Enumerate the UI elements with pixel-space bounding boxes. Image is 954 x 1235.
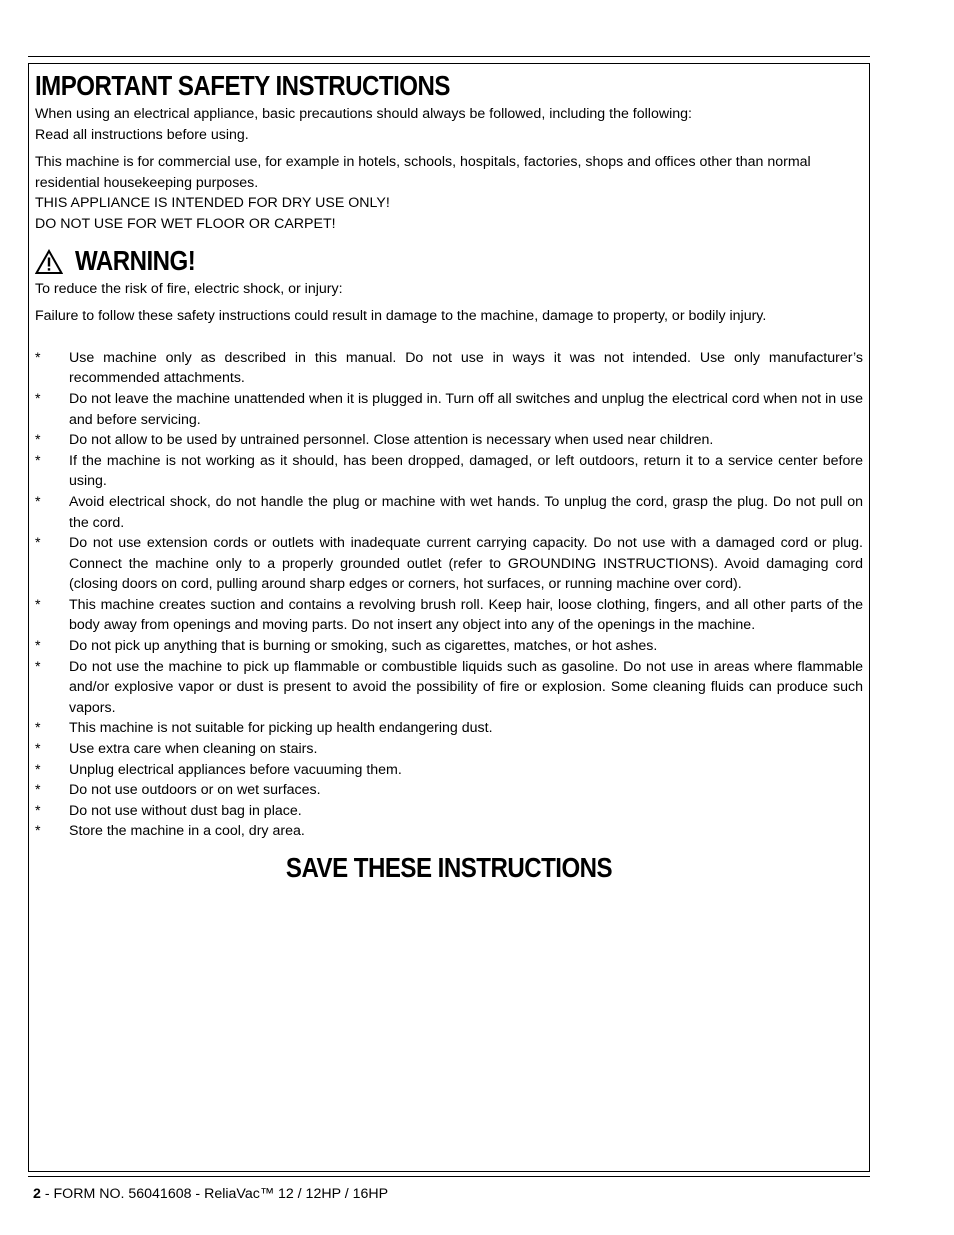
safety-rule-text: Store the machine in a cool, dry area. — [69, 823, 305, 840]
safety-rule-text: This machine is not suitable for picking up health endangering dust. — [69, 720, 493, 737]
bullet-asterisk: * — [35, 823, 41, 840]
spacer — [35, 327, 863, 341]
safety-rule-text: Do not allow to be used by untrained personnel. Close attention is necessary when used near children. — [69, 432, 714, 449]
bullet-asterisk: * — [35, 452, 41, 469]
dry-use-text: THIS APPLIANCE IS INTENDED FOR DRY USE ONLY! — [35, 195, 390, 212]
safety-rule-text: Do not leave the machine unattended when it is plugged in. Turn off all switches and unplug the electrical cord when not in use and before servicing. — [69, 390, 863, 428]
safety-rule-text: Unplug electrical appliances before vacuuming them. — [69, 761, 402, 778]
safety-rule-item — [35, 533, 863, 595]
intro-line-1: When using an electrical appliance, basic precautions should always be followed, including the following: — [35, 106, 692, 122]
spacer — [35, 145, 863, 152]
safety-rule-text: If the machine is not working as it should, has been dropped, damaged, or left outdoors, return it to a service center before using. — [69, 452, 863, 490]
safety-rule-item — [35, 657, 863, 719]
warning-line-2: Failure to follow these safety instructions could result in damage to the machine, damage to property, or bodily injury. — [35, 308, 767, 325]
page-title: IMPORTANT SAFETY INSTRUCTIONS — [35, 70, 450, 101]
safety-rule-item — [35, 821, 863, 842]
safety-content — [35, 68, 863, 886]
intro-line-2: Read all instructions before using. — [35, 126, 249, 143]
page-number: 2 — [33, 1186, 41, 1202]
safety-rule-list — [35, 348, 863, 842]
safety-rule-item — [35, 430, 863, 451]
footer-text: - FORM NO. 56041608 - ReliaVac™ 12 / 12HP / 16HP — [40, 1186, 389, 1202]
bullet-asterisk: * — [35, 638, 41, 655]
commercial-use-text: This machine is for commercial use, for example in hotels, schools, hospitals, factories, shops and offices other than normal residential housekeeping purposes. — [35, 154, 811, 191]
safety-rule-item — [35, 451, 863, 492]
safety-rule-text: Do not use the machine to pick up flammable or combustible liquids such as gasoline. Do not use in areas where flammable and/or explosive vapor or dust is present to avoid the possibility of fire or explosion. Some cleaning fluids can produce such vapors. — [69, 658, 863, 716]
bullet-asterisk: * — [35, 390, 41, 407]
bullet-asterisk: * — [35, 349, 41, 366]
safety-rule-item — [35, 348, 863, 389]
safety-rule-item — [35, 636, 863, 657]
page-footer — [33, 1186, 388, 1202]
safety-rule-item — [35, 595, 863, 636]
bullet-asterisk: * — [35, 493, 41, 510]
safety-rule-text: Do not use extension cords or outlets with inadequate current carrying capacity. Do not use with a damaged cord or plug. Connect the machine only to a properly grounded outlet (refer to GROUNDING INSTRUCTIONS). Avoid damaging cord (closing doors on cord, pulling around sharp edges or corners, hot surfaces, or running machine over cord). — [69, 535, 863, 593]
bullet-asterisk: * — [35, 782, 41, 799]
bullet-asterisk: * — [35, 741, 41, 758]
bottom-rule — [28, 1176, 870, 1177]
safety-rule-item — [35, 389, 863, 430]
warning-heading — [35, 245, 863, 279]
safety-rule-item — [35, 801, 863, 822]
safety-rule-text: Do not use outdoors or on wet surfaces. — [69, 782, 321, 799]
bullet-asterisk: * — [35, 596, 41, 613]
safety-rule-item — [35, 780, 863, 801]
safety-rule-item — [35, 718, 863, 739]
no-wet-text: DO NOT USE FOR WET FLOOR OR CARPET! — [35, 215, 336, 232]
safety-rule-text: Do not use without dust bag in place. — [69, 802, 302, 819]
safety-rule-text: Do not pick up anything that is burning or smoking, such as cigarettes, matches, or hot ashes. — [69, 638, 658, 655]
safety-rule-text: Use machine only as described in this manual. Do not use in ways it was not intended. Use only manufacturer’s recommended attachments. — [69, 349, 863, 387]
safety-rule-item — [35, 760, 863, 781]
spacer — [35, 299, 863, 306]
safety-rule-text: Use extra care when cleaning on stairs. — [69, 741, 318, 758]
bullet-asterisk: * — [35, 432, 41, 449]
top-rule — [28, 56, 870, 57]
warning-line-1: To reduce the risk of fire, electric shock, or injury: — [35, 280, 343, 297]
bullet-asterisk: * — [35, 535, 41, 552]
save-instructions-title: SAVE THESE INSTRUCTIONS — [285, 852, 613, 883]
warning-title: WARNING! — [75, 245, 196, 277]
warning-triangle-icon — [35, 249, 63, 275]
safety-rule-item — [35, 492, 863, 533]
safety-rule-text: This machine creates suction and contains a revolving brush roll. Keep hair, loose clothing, fingers, and all other parts of the body away from openings and moving parts. Do not insert any object into any of the openings in the machine. — [69, 596, 863, 634]
safety-rule-text: Avoid electrical shock, do not handle the plug or machine with wet hands. To unplug the cord, grasp the plug. Do not pull on the cord. — [69, 493, 863, 531]
bullet-asterisk: * — [35, 761, 41, 778]
bullet-asterisk: * — [35, 802, 41, 819]
spacer — [35, 341, 863, 348]
bullet-asterisk: * — [35, 720, 41, 737]
bullet-asterisk: * — [35, 658, 41, 675]
safety-rule-item — [35, 739, 863, 760]
